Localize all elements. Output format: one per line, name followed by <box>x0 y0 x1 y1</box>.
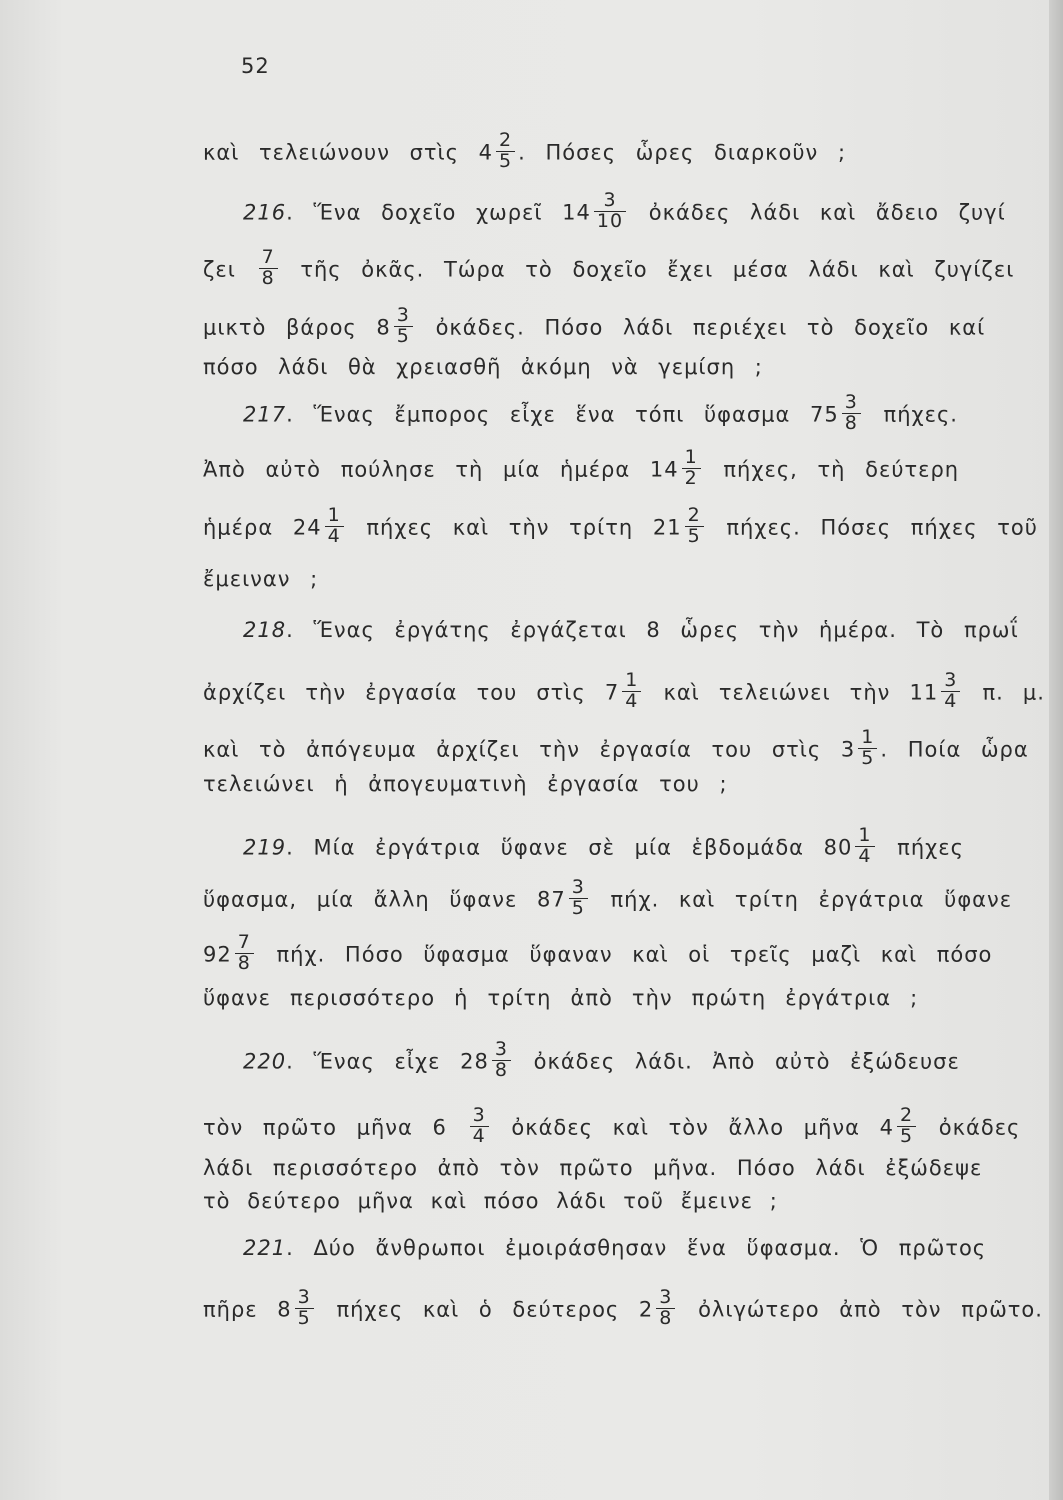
line-text: ὀκάδες λάδι. Ἀπὸ αὐτὸ ἐξώδευσε <box>513 1049 960 1074</box>
fraction-numerator: 3 <box>295 1288 314 1309</box>
line-text: τὸν πρῶτο μῆνα 6 <box>203 1115 467 1140</box>
fraction-denominator: 4 <box>472 1124 486 1147</box>
fraction-numerator: 7 <box>259 248 278 269</box>
text-line <box>203 876 1013 921</box>
fraction-denominator: 5 <box>297 1306 311 1329</box>
fraction-numerator: 3 <box>941 671 960 692</box>
line-text: πόσο λάδι θὰ χρειασθῆ ἀκόμη νὰ γεμίση ; <box>203 355 763 379</box>
line-text: ὀκάδες λάδι καὶ ἄδειο ζυγί <box>629 200 1006 225</box>
line-text: πήχες καὶ τὴν τρίτη 21 <box>346 515 682 540</box>
fraction <box>295 1288 314 1329</box>
text-line <box>203 504 1038 549</box>
fraction-numerator: 3 <box>569 878 588 899</box>
problem-number: 218 <box>243 618 287 642</box>
line-text: ἀρχίζει τὴν ἐργασία του στὶς 7 <box>203 680 620 705</box>
line-text: 92 <box>203 942 232 967</box>
problem-number: 221 <box>243 1236 287 1260</box>
line-text: πήχες καὶ ὁ δεύτερος 2 <box>316 1297 654 1322</box>
problem-number: 219 <box>243 835 287 860</box>
text-line <box>243 189 1006 234</box>
line-text: πήχες <box>877 835 964 860</box>
fraction <box>492 1040 511 1081</box>
line-text: καὶ τελειώνουν στὶς 4 <box>203 140 494 165</box>
line-text: πήχες. <box>863 402 958 427</box>
fraction-denominator: 8 <box>659 1306 673 1329</box>
fraction <box>594 191 626 232</box>
fraction-numerator: 1 <box>622 671 641 692</box>
line-text: Ἀπὸ αὐτὸ πούλησε τὴ μία ἡμέρα 14 <box>203 457 679 482</box>
fraction <box>622 671 641 712</box>
fraction-numerator: 3 <box>492 1040 511 1061</box>
line-text: ἔμειναν ; <box>203 567 319 591</box>
line-text: . Πόσες ὧρες διαρκοῦν ; <box>518 140 847 165</box>
text-line <box>203 988 918 1009</box>
fraction-numerator: 3 <box>656 1288 675 1309</box>
fraction-denominator: 5 <box>861 746 875 769</box>
line-text: . Ποία ὧρα <box>880 737 1029 762</box>
line-text: τὸ δεύτερο μῆνα καὶ πόσο λάδι τοῦ ἔμεινε ; <box>203 1189 778 1213</box>
line-text: ὀκάδες <box>919 1115 1021 1140</box>
fraction-denominator: 8 <box>237 951 251 974</box>
text-line <box>203 726 1029 771</box>
fraction-numerator: 2 <box>897 1106 916 1127</box>
text-line <box>243 1238 986 1259</box>
fraction <box>394 306 413 347</box>
fraction-denominator: 5 <box>396 324 410 347</box>
page-number: 52 <box>241 54 270 78</box>
fraction <box>682 448 701 489</box>
fraction-denominator: 8 <box>844 411 858 434</box>
line-text: πήχες. Πόσες πήχες τοῦ <box>706 515 1038 540</box>
line-text: τελειώνει ἡ ἀπογευματινὴ ἐργασία του ; <box>203 772 728 796</box>
text-line <box>203 569 318 590</box>
line-text: λάδι περισσότερο ἀπὸ τὸν πρῶτο μῆνα. Πόσο λάδι ἐξώδεψε <box>203 1156 983 1180</box>
text-line <box>243 1038 960 1083</box>
page-edge <box>1049 0 1063 1500</box>
line-text: ὕφανε περισσότερο ἡ τρίτη ἀπὸ τὴν πρώτη ἐργάτρια ; <box>203 986 919 1010</box>
fraction-denominator: 10 <box>596 209 624 232</box>
fraction <box>941 671 960 712</box>
fraction <box>897 1106 916 1147</box>
fraction-denominator: 5 <box>571 896 585 919</box>
fraction-numerator: 3 <box>594 191 626 212</box>
fraction-numerator: 3 <box>470 1106 489 1127</box>
line-text: πήχες, τὴ δεύτερη <box>703 457 960 482</box>
fraction-denominator: 4 <box>858 844 872 867</box>
text-line <box>203 931 993 976</box>
line-text: ὀλιγώτερο ἀπὸ τὸν πρῶτο. <box>678 1297 1043 1322</box>
fraction <box>470 1106 489 1147</box>
fraction-numerator: 2 <box>496 131 515 152</box>
text-line <box>203 304 986 349</box>
text-line <box>203 1191 778 1212</box>
fraction-denominator: 4 <box>327 524 341 547</box>
fraction <box>325 506 344 547</box>
line-text: πήχ. καὶ τρίτη ἐργάτρια ὕφανε <box>590 887 1013 912</box>
fraction <box>235 933 254 974</box>
fraction <box>842 393 861 434</box>
line-text: ζει <box>203 257 256 282</box>
fraction <box>858 728 877 769</box>
line-text: καὶ τελειώνει τὴν 11 <box>644 680 939 705</box>
line-text: τῆς ὀκᾶς. Τώρα τὸ δοχεῖο ἔχει μέσα λάδι καὶ ζυγίζει <box>280 257 1015 282</box>
fraction <box>656 1288 675 1329</box>
line-text: . Ἕνας ἔμπορος εἶχε ἕνα τόπι ὕφασμα 75 <box>286 402 839 427</box>
fraction-denominator: 4 <box>944 689 958 712</box>
line-text: . Ἕνας ἐργάτης ἐργάζεται 8 ὧρες τὴν ἡμέρα. Τὸ πρωΐ <box>286 618 1019 642</box>
line-text: πήχ. Πόσο ὕφασμα ὕφαναν καὶ οἱ τρεῖς μαζὶ καὶ πόσο <box>256 942 993 967</box>
fraction-denominator: 4 <box>625 689 639 712</box>
fraction <box>685 506 704 547</box>
fraction-denominator: 8 <box>261 266 275 289</box>
problem-number: 216 <box>243 200 287 225</box>
line-text: . Ἕνας εἶχε 28 <box>286 1049 489 1074</box>
line-text: ὀκάδες καὶ τὸν ἄλλο μῆνα 4 <box>491 1115 895 1140</box>
text-line <box>203 1104 1021 1149</box>
fraction-numerator: 1 <box>325 506 344 527</box>
fraction-denominator: 5 <box>900 1124 914 1147</box>
fraction-numerator: 7 <box>235 933 254 954</box>
fraction-numerator: 1 <box>682 448 701 469</box>
line-text: . Μία ἐργάτρια ὕφανε σὲ μία ἑβδομάδα 80 <box>286 835 853 860</box>
problem-number: 217 <box>243 402 287 427</box>
fraction-numerator: 1 <box>855 826 874 847</box>
text-line <box>203 129 847 174</box>
fraction-numerator: 1 <box>858 728 877 749</box>
fraction <box>855 826 874 867</box>
fraction-denominator: 5 <box>687 524 701 547</box>
line-text: πῆρε 8 <box>203 1297 292 1322</box>
text-line <box>203 1158 982 1179</box>
text-line <box>243 391 958 436</box>
line-text: καὶ τὸ ἀπόγευμα ἀρχίζει τὴν ἐργασία του στὶς 3 <box>203 737 856 762</box>
fraction <box>496 131 515 172</box>
fraction-denominator: 5 <box>499 149 513 172</box>
text-line <box>243 824 964 869</box>
fraction-numerator: 2 <box>685 506 704 527</box>
line-text: . Δύο ἄνθρωποι ἐμοιράσθησαν ἕνα ὕφασμα. Ὁ πρῶτος <box>286 1236 987 1260</box>
text-line <box>203 774 728 795</box>
fraction-numerator: 3 <box>394 306 413 327</box>
fraction-denominator: 2 <box>684 466 698 489</box>
line-text: ὀκάδες. Πόσο λάδι περιέχει τὸ δοχεῖο καί <box>415 315 986 340</box>
line-text: ὕφασμα, μία ἄλλη ὕφανε 87 <box>203 887 566 912</box>
text-line <box>243 620 1019 641</box>
text-line <box>203 246 1015 291</box>
text-line <box>203 446 960 491</box>
line-text: ἡμέρα 24 <box>203 515 322 540</box>
fraction-numerator: 3 <box>842 393 861 414</box>
text-line <box>203 1286 1043 1331</box>
fraction <box>569 878 588 919</box>
line-text: π. μ. <box>963 680 1045 705</box>
text-line <box>203 357 763 378</box>
problem-number: 220 <box>243 1049 287 1074</box>
line-text: . Ἕνα δοχεῖο χωρεῖ 14 <box>286 200 591 225</box>
text-line <box>203 669 1045 714</box>
fraction-denominator: 8 <box>494 1058 508 1081</box>
fraction <box>259 248 278 289</box>
line-text: μικτὸ βάρος 8 <box>203 315 391 340</box>
